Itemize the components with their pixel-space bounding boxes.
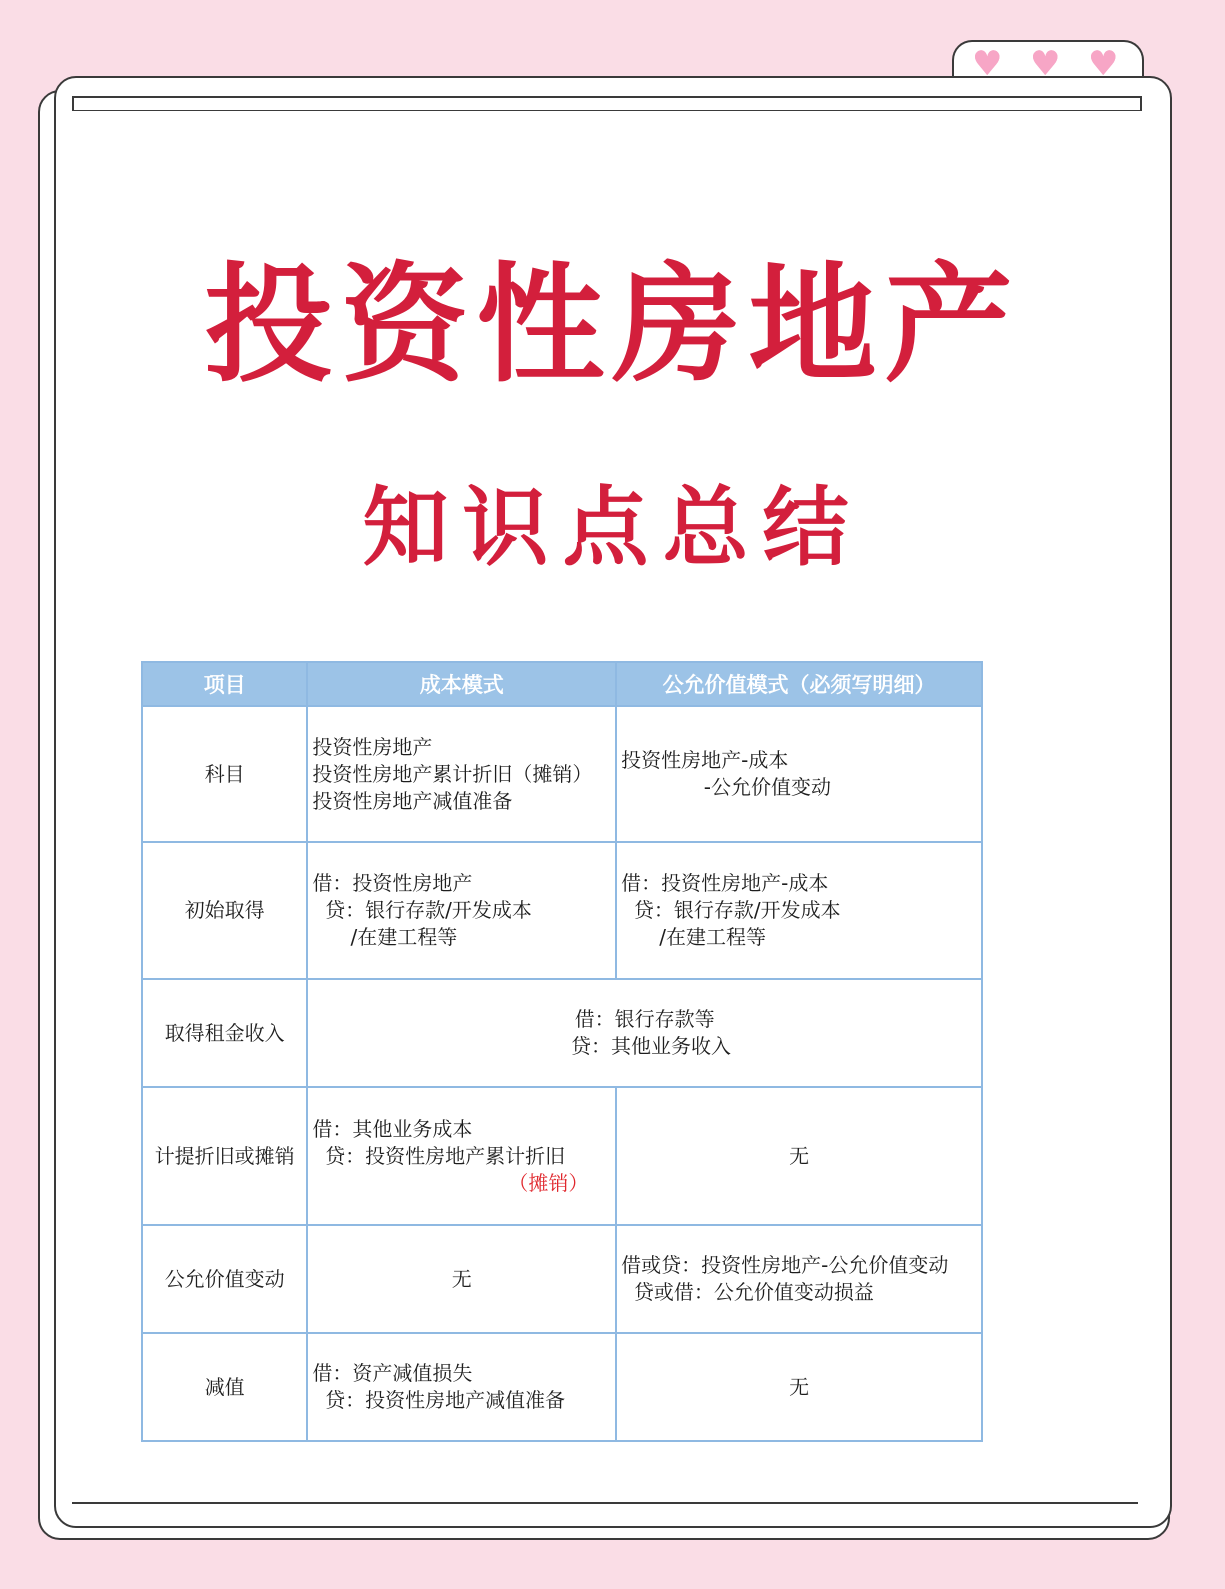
heart-icon: ♥: [972, 44, 1003, 84]
cost-cell: [307, 842, 616, 979]
table-row: [142, 1225, 982, 1333]
cell-line: 贷：投资性房地产累计折旧: [312, 1143, 566, 1168]
cell-line: 投资性房地产-成本: [621, 748, 789, 772]
summary-table: [141, 661, 983, 1442]
heart-icon: ♥: [1030, 44, 1061, 84]
heart-icon: ♥: [1088, 44, 1119, 84]
cell-line: 贷：银行存款/开发成本: [621, 898, 841, 922]
merged-cell: [307, 979, 982, 1087]
cost-cell: [307, 1333, 616, 1441]
table-row: [142, 979, 982, 1087]
bottom-rule: [72, 1502, 1138, 1504]
header-fair-value-model: 公允价值模式（必须写明细）: [616, 662, 982, 706]
table-row: [142, 1087, 982, 1225]
cell-line: 借：投资性房地产: [312, 871, 473, 895]
fair-cell: 无: [616, 1087, 982, 1225]
row-label: 公允价值变动: [142, 1225, 307, 1333]
fair-cell: 无: [616, 1333, 982, 1441]
cell-line: /在建工程等: [312, 925, 458, 949]
cell-line: 贷或借：公允价值变动损益: [621, 1280, 874, 1304]
fair-cell: [616, 706, 982, 842]
cell-line: -公允价值变动: [621, 775, 831, 799]
cell-line: 借或贷：投资性房地产-公允价值变动: [621, 1253, 949, 1277]
header-cost-model: 成本模式: [307, 662, 616, 706]
cell-line: 借：其他业务成本: [312, 1116, 473, 1141]
amortization-note: （摊销）: [508, 1170, 589, 1195]
cell-line: 贷：投资性房地产减值准备: [312, 1388, 566, 1412]
cell-line: 投资性房地产: [312, 734, 433, 759]
fair-cell: [616, 842, 982, 979]
cell-line: 贷：银行存款/开发成本: [312, 898, 532, 922]
cell-line: 借：资产减值损失: [312, 1361, 473, 1385]
cell-line: 投资性房地产减值准备: [312, 788, 513, 813]
table-row: [142, 1333, 982, 1441]
fair-cell: [616, 1225, 982, 1333]
row-label: 计提折旧或摊销: [142, 1087, 307, 1225]
table-row: [142, 706, 982, 842]
row-label: 减值: [142, 1333, 307, 1441]
page-subtitle: 知识点总结: [362, 478, 863, 578]
page-title: 投资性房地产: [204, 251, 1021, 400]
row-label: 取得租金收入: [142, 979, 307, 1087]
cell-line: 投资性房地产累计折旧（摊销）: [312, 761, 593, 786]
cost-cell: 无: [307, 1225, 616, 1333]
cell-line: 贷：其他业务收入: [558, 1034, 732, 1058]
cost-cell: [307, 1087, 616, 1225]
top-rule: [72, 96, 1142, 111]
cost-cell: [307, 706, 616, 842]
cell-line: 借：投资性房地产-成本: [621, 871, 829, 895]
cell-line: /在建工程等: [621, 925, 767, 949]
table-row: [142, 842, 982, 979]
header-item: 项目: [142, 662, 307, 706]
table-header-row: [142, 662, 982, 706]
row-label: 科目: [142, 706, 307, 842]
cell-line: 借：银行存款等: [574, 1007, 715, 1031]
row-label: 初始取得: [142, 842, 307, 979]
